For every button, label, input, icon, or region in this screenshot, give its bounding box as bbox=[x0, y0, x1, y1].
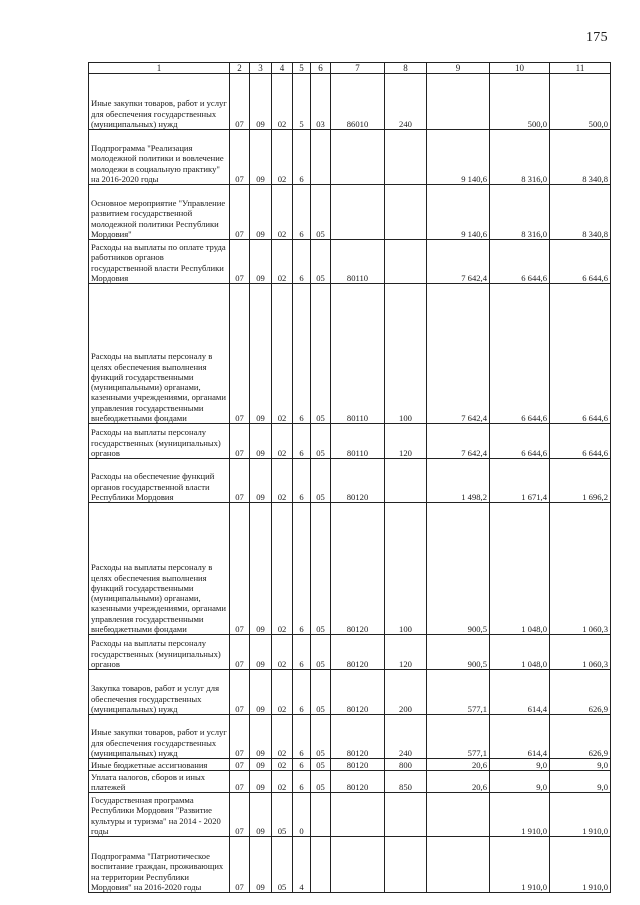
col-amount-3: 6 644,6 bbox=[550, 284, 611, 424]
col-event: 05 bbox=[311, 670, 331, 715]
col-expense-type: 120 bbox=[385, 424, 427, 459]
col-section: 07 bbox=[230, 715, 250, 759]
col-subprogram: 6 bbox=[293, 715, 311, 759]
col-event: 03 bbox=[311, 74, 331, 130]
col-subsection: 09 bbox=[250, 503, 272, 635]
header-cell-4: 4 bbox=[272, 63, 293, 74]
col-section: 07 bbox=[230, 424, 250, 459]
table-row bbox=[89, 185, 611, 240]
col-subsection: 09 bbox=[250, 793, 272, 837]
header-cell-7: 7 bbox=[331, 63, 385, 74]
col-amount-1: 7 642,4 bbox=[427, 240, 490, 284]
col-subsection: 09 bbox=[250, 185, 272, 240]
row-name: Государственная программа Республики Мордовия "Развитие культуры и туризма" на 2014 - 2020 годы bbox=[89, 793, 230, 837]
table-row bbox=[89, 793, 611, 837]
col-event: 05 bbox=[311, 284, 331, 424]
row-name: Подпрограмма "Патриотическое воспитание граждан, проживающих на территории Республики Мордовия" на 2016-2020 годы bbox=[89, 837, 230, 893]
col-direction: 80120 bbox=[331, 715, 385, 759]
col-section: 07 bbox=[230, 793, 250, 837]
col-program: 05 bbox=[272, 793, 293, 837]
col-event bbox=[311, 837, 331, 893]
col-amount-3: 626,9 bbox=[550, 670, 611, 715]
col-section: 07 bbox=[230, 503, 250, 635]
col-amount-1: 7 642,4 bbox=[427, 284, 490, 424]
col-event: 05 bbox=[311, 424, 331, 459]
col-subprogram: 6 bbox=[293, 759, 311, 771]
col-amount-2: 1 048,0 bbox=[490, 503, 550, 635]
col-amount-1 bbox=[427, 837, 490, 893]
col-amount-1: 7 642,4 bbox=[427, 424, 490, 459]
col-amount-2: 8 316,0 bbox=[490, 185, 550, 240]
col-amount-3: 626,9 bbox=[550, 715, 611, 759]
col-subsection: 09 bbox=[250, 635, 272, 670]
col-amount-3: 1 910,0 bbox=[550, 793, 611, 837]
col-subprogram: 6 bbox=[293, 635, 311, 670]
table-row bbox=[89, 503, 611, 635]
col-event: 05 bbox=[311, 185, 331, 240]
row-name: Расходы на выплаты по оплате труда работников органов государственной власти Республики Мордовия bbox=[89, 240, 230, 284]
col-amount-1 bbox=[427, 793, 490, 837]
header-cell-8: 8 bbox=[385, 63, 427, 74]
col-subprogram: 5 bbox=[293, 74, 311, 130]
col-amount-3: 8 340,8 bbox=[550, 130, 611, 185]
table-row bbox=[89, 284, 611, 424]
col-amount-2: 614,4 bbox=[490, 670, 550, 715]
table-header bbox=[89, 63, 611, 74]
header-cell-2: 2 bbox=[230, 63, 250, 74]
col-direction: 80120 bbox=[331, 670, 385, 715]
col-amount-1: 577,1 bbox=[427, 715, 490, 759]
col-section: 07 bbox=[230, 284, 250, 424]
col-amount-1: 20,6 bbox=[427, 771, 490, 793]
col-event bbox=[311, 793, 331, 837]
col-amount-2: 1 910,0 bbox=[490, 793, 550, 837]
col-direction bbox=[331, 130, 385, 185]
col-program: 02 bbox=[272, 74, 293, 130]
table-body bbox=[89, 74, 611, 893]
col-amount-2: 8 316,0 bbox=[490, 130, 550, 185]
col-subsection: 09 bbox=[250, 130, 272, 185]
col-subsection: 09 bbox=[250, 74, 272, 130]
budget-table bbox=[88, 62, 611, 893]
col-expense-type bbox=[385, 240, 427, 284]
table-row bbox=[89, 130, 611, 185]
col-program: 02 bbox=[272, 459, 293, 503]
header-cell-9: 9 bbox=[427, 63, 490, 74]
col-expense-type: 100 bbox=[385, 503, 427, 635]
row-name: Расходы на выплаты персоналу в целях обеспечения выполнения функций государственными (муниципальными) органами, казенными учреждениями, органами управления государственными внебюджетными фондами bbox=[89, 284, 230, 424]
col-section: 07 bbox=[230, 459, 250, 503]
col-section: 07 bbox=[230, 759, 250, 771]
col-amount-3: 9,0 bbox=[550, 759, 611, 771]
col-amount-1: 9 140,6 bbox=[427, 130, 490, 185]
col-direction: 80110 bbox=[331, 424, 385, 459]
col-amount-3: 500,0 bbox=[550, 74, 611, 130]
col-event: 05 bbox=[311, 759, 331, 771]
col-expense-type bbox=[385, 837, 427, 893]
col-amount-3: 1 910,0 bbox=[550, 837, 611, 893]
col-subsection: 09 bbox=[250, 240, 272, 284]
table-row bbox=[89, 424, 611, 459]
col-amount-1: 900,5 bbox=[427, 503, 490, 635]
col-event: 05 bbox=[311, 771, 331, 793]
col-subsection: 09 bbox=[250, 459, 272, 503]
col-amount-2: 9,0 bbox=[490, 759, 550, 771]
col-amount-1: 577,1 bbox=[427, 670, 490, 715]
row-name: Уплата налогов, сборов и иных платежей bbox=[89, 771, 230, 793]
row-name: Расходы на выплаты персоналу государственных (муниципальных) органов bbox=[89, 424, 230, 459]
row-name: Основное мероприятие "Управление развитием государственной молодежной политики Республики Мордовия" bbox=[89, 185, 230, 240]
col-expense-type bbox=[385, 130, 427, 185]
col-direction: 80120 bbox=[331, 759, 385, 771]
col-amount-3: 1 060,3 bbox=[550, 635, 611, 670]
col-section: 07 bbox=[230, 670, 250, 715]
row-name: Иные бюджетные ассигнования bbox=[89, 759, 230, 771]
col-subsection: 09 bbox=[250, 715, 272, 759]
row-name: Подпрограмма "Реализация молодежной политики и вовлечение молодежи в социальную практику" на 2016-2020 годы bbox=[89, 130, 230, 185]
col-amount-1: 1 498,2 bbox=[427, 459, 490, 503]
col-event bbox=[311, 130, 331, 185]
col-subsection: 09 bbox=[250, 837, 272, 893]
col-expense-type: 100 bbox=[385, 284, 427, 424]
col-amount-1: 900,5 bbox=[427, 635, 490, 670]
col-amount-3: 6 644,6 bbox=[550, 240, 611, 284]
header-cell-3: 3 bbox=[250, 63, 272, 74]
col-expense-type: 240 bbox=[385, 74, 427, 130]
col-event: 05 bbox=[311, 459, 331, 503]
col-subsection: 09 bbox=[250, 759, 272, 771]
col-subprogram: 6 bbox=[293, 185, 311, 240]
table-row bbox=[89, 74, 611, 130]
col-amount-2: 6 644,6 bbox=[490, 284, 550, 424]
col-expense-type bbox=[385, 793, 427, 837]
col-subprogram: 6 bbox=[293, 670, 311, 715]
col-program: 02 bbox=[272, 635, 293, 670]
col-program: 02 bbox=[272, 284, 293, 424]
col-subsection: 09 bbox=[250, 670, 272, 715]
col-amount-1: 20,6 bbox=[427, 759, 490, 771]
col-section: 07 bbox=[230, 130, 250, 185]
col-event: 05 bbox=[311, 715, 331, 759]
table-row bbox=[89, 715, 611, 759]
row-name: Расходы на выплаты персоналу в целях обеспечения выполнения функций государственными (муниципальными) органами, казенными учреждениями, органами управления государственными внебюджетными фондами bbox=[89, 503, 230, 635]
header-cell-5: 5 bbox=[293, 63, 311, 74]
row-name: Закупка товаров, работ и услуг для обеспечения государственных (муниципальных) нужд bbox=[89, 670, 230, 715]
header-row bbox=[89, 63, 611, 74]
col-direction: 80120 bbox=[331, 503, 385, 635]
header-cell-11: 11 bbox=[550, 63, 611, 74]
col-amount-2: 614,4 bbox=[490, 715, 550, 759]
col-event: 05 bbox=[311, 635, 331, 670]
col-subprogram: 6 bbox=[293, 503, 311, 635]
col-amount-1: 9 140,6 bbox=[427, 185, 490, 240]
col-expense-type: 120 bbox=[385, 635, 427, 670]
col-subsection: 09 bbox=[250, 424, 272, 459]
table-row bbox=[89, 759, 611, 771]
col-amount-2: 9,0 bbox=[490, 771, 550, 793]
col-event: 05 bbox=[311, 240, 331, 284]
col-program: 02 bbox=[272, 424, 293, 459]
col-program: 02 bbox=[272, 185, 293, 240]
col-amount-3: 8 340,8 bbox=[550, 185, 611, 240]
col-expense-type: 200 bbox=[385, 670, 427, 715]
col-amount-3: 1 060,3 bbox=[550, 503, 611, 635]
row-name: Расходы на выплаты персоналу государственных (муниципальных) органов bbox=[89, 635, 230, 670]
col-subprogram: 6 bbox=[293, 459, 311, 503]
col-section: 07 bbox=[230, 771, 250, 793]
col-amount-2: 6 644,6 bbox=[490, 240, 550, 284]
col-amount-2: 1 910,0 bbox=[490, 837, 550, 893]
header-cell-10: 10 bbox=[490, 63, 550, 74]
row-name: Расходы на обеспечение функций органов государственной власти Республики Мордовия bbox=[89, 459, 230, 503]
table-row bbox=[89, 837, 611, 893]
col-section: 07 bbox=[230, 74, 250, 130]
col-expense-type bbox=[385, 185, 427, 240]
col-event: 05 bbox=[311, 503, 331, 635]
col-program: 02 bbox=[272, 503, 293, 635]
col-expense-type bbox=[385, 459, 427, 503]
col-subprogram: 6 bbox=[293, 284, 311, 424]
col-direction: 80110 bbox=[331, 240, 385, 284]
col-expense-type: 800 bbox=[385, 759, 427, 771]
col-subsection: 09 bbox=[250, 771, 272, 793]
col-direction bbox=[331, 793, 385, 837]
col-amount-2: 500,0 bbox=[490, 74, 550, 130]
col-amount-3: 6 644,6 bbox=[550, 424, 611, 459]
header-cell-6: 6 bbox=[311, 63, 331, 74]
table-row bbox=[89, 771, 611, 793]
col-program: 02 bbox=[272, 759, 293, 771]
row-name: Иные закупки товаров, работ и услуг для обеспечения государственных (муниципальных) нужд bbox=[89, 74, 230, 130]
col-program: 02 bbox=[272, 771, 293, 793]
table-row bbox=[89, 240, 611, 284]
col-subprogram: 6 bbox=[293, 240, 311, 284]
col-expense-type: 850 bbox=[385, 771, 427, 793]
col-subprogram: 6 bbox=[293, 424, 311, 459]
col-program: 02 bbox=[272, 715, 293, 759]
col-program: 02 bbox=[272, 670, 293, 715]
col-amount-1 bbox=[427, 74, 490, 130]
row-name: Иные закупки товаров, работ и услуг для обеспечения государственных (муниципальных) нужд bbox=[89, 715, 230, 759]
col-amount-3: 1 696,2 bbox=[550, 459, 611, 503]
col-expense-type: 240 bbox=[385, 715, 427, 759]
col-program: 02 bbox=[272, 130, 293, 185]
col-amount-3: 9,0 bbox=[550, 771, 611, 793]
col-section: 07 bbox=[230, 635, 250, 670]
col-subprogram: 4 bbox=[293, 837, 311, 893]
col-program: 05 bbox=[272, 837, 293, 893]
col-direction: 80110 bbox=[331, 284, 385, 424]
col-direction: 86010 bbox=[331, 74, 385, 130]
col-amount-2: 6 644,6 bbox=[490, 424, 550, 459]
col-amount-2: 1 671,4 bbox=[490, 459, 550, 503]
col-subprogram: 6 bbox=[293, 130, 311, 185]
table-row bbox=[89, 670, 611, 715]
col-direction: 80120 bbox=[331, 635, 385, 670]
col-direction: 80120 bbox=[331, 771, 385, 793]
col-direction: 80120 bbox=[331, 459, 385, 503]
col-program: 02 bbox=[272, 240, 293, 284]
header-cell-1: 1 bbox=[89, 63, 230, 74]
col-direction bbox=[331, 837, 385, 893]
col-section: 07 bbox=[230, 240, 250, 284]
col-amount-2: 1 048,0 bbox=[490, 635, 550, 670]
table-row bbox=[89, 459, 611, 503]
page-number: 175 bbox=[586, 30, 608, 45]
col-subprogram: 0 bbox=[293, 793, 311, 837]
col-section: 07 bbox=[230, 185, 250, 240]
col-direction bbox=[331, 185, 385, 240]
col-section: 07 bbox=[230, 837, 250, 893]
col-subprogram: 6 bbox=[293, 771, 311, 793]
col-subsection: 09 bbox=[250, 284, 272, 424]
table-row bbox=[89, 635, 611, 670]
